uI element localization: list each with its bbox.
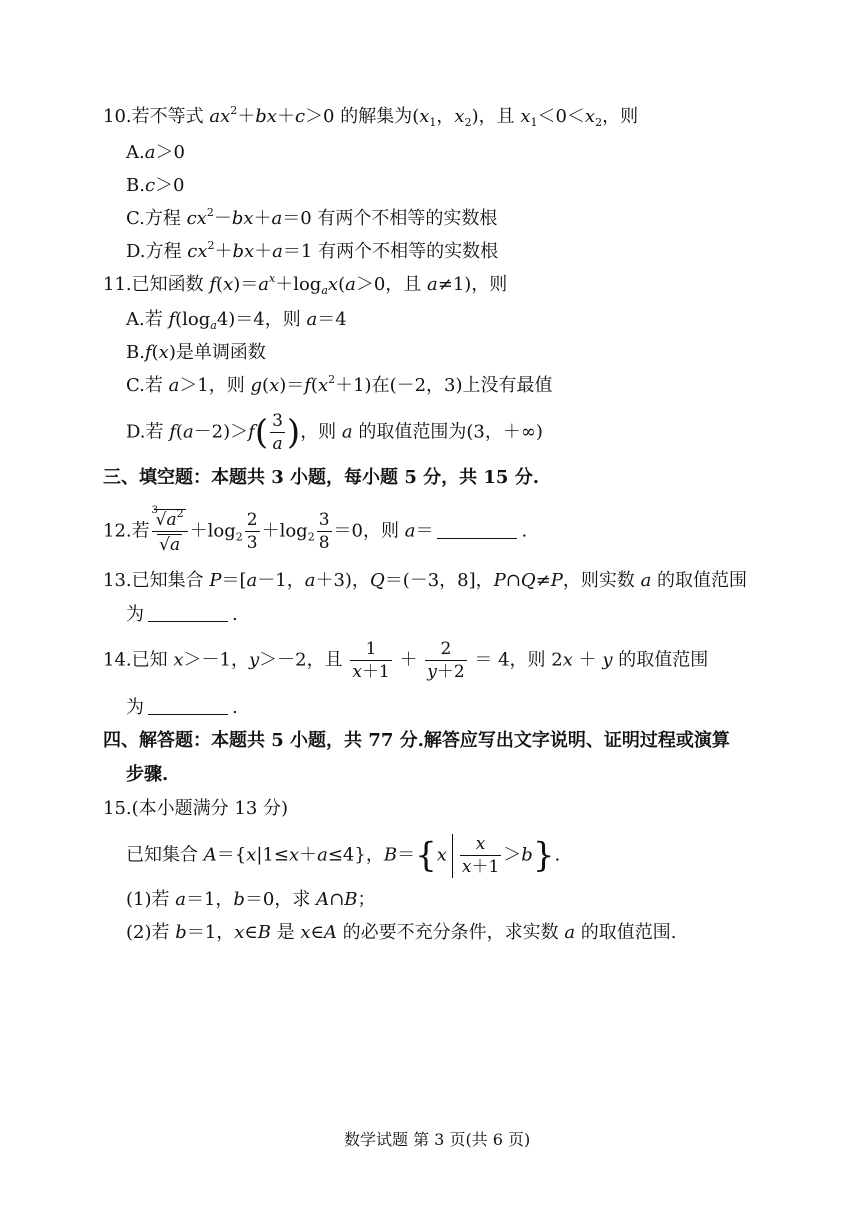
text-run: a: [258, 274, 269, 295]
text-run: )，且: [471, 106, 521, 127]
text-run: －1，: [257, 570, 305, 591]
text-run: 是: [270, 922, 301, 943]
text-run: A: [323, 922, 337, 943]
left-paren: (: [254, 412, 269, 453]
text-run: ＋: [253, 208, 272, 229]
text-run: )＝: [233, 274, 259, 295]
text-run: ∈: [244, 922, 258, 943]
question-12: 12.若 3 $√a^2$ √a $+\log_2$ $\frac{2}{3}$ $+\log_2$ $\frac{3}{8}$ ＝0，则 a＝ .: [103, 505, 528, 555]
text-run: ＝1 有两个不相等的实数根: [282, 241, 499, 262]
text-run: A.若: [126, 309, 169, 330]
text-run: x: [269, 375, 280, 396]
fraction-1-over-x-plus-1: $\frac{1}{x+1}$: [352, 639, 390, 682]
text-run: ＝0 有两个不相等的实数根: [282, 208, 498, 229]
text-run: A: [316, 889, 330, 910]
text-run: ＞－1，: [183, 649, 249, 671]
option-11-c: [126, 373, 553, 396]
text-run: a: [564, 922, 576, 943]
text-run: f: [168, 309, 176, 330]
question-15-part-1: [126, 891, 375, 909]
text-run: C.方程: [126, 208, 187, 229]
text-run: ＞－2，且: [259, 649, 349, 671]
text-run: ＋1)在(－2，3)上没有最值: [335, 375, 553, 396]
text-run: a: [246, 570, 258, 591]
fraction-3-over-a: $\frac{3}{a}$: [272, 411, 283, 454]
text-run: (: [216, 274, 224, 295]
text-run: 2: [207, 239, 215, 252]
fraction-3-over-8: $\frac{3}{8}$: [318, 510, 330, 553]
text-run: ＝1，: [185, 889, 234, 910]
text-run: (: [151, 342, 159, 363]
text-run: bx: [255, 106, 277, 127]
text-run: a: [182, 421, 194, 443]
text-run: a: [271, 208, 283, 229]
text-run: ，则: [602, 106, 639, 127]
text-run: ax: [209, 106, 231, 127]
text-run: x: [562, 649, 573, 671]
text-run: ，: [436, 106, 455, 127]
text-run: ∩: [505, 570, 521, 591]
text-run: a: [306, 309, 318, 330]
text-run: (: [262, 375, 270, 396]
text-run: 2: [464, 116, 472, 129]
text-run: －2)＞: [193, 421, 249, 443]
text-run: )是单调函数: [168, 342, 266, 363]
text-run: ＝(－3，8]，: [384, 570, 494, 591]
text-run: b: [175, 922, 187, 943]
text-run: ＋: [254, 241, 273, 262]
question-15-title: 15.(本小题满分 13 分): [103, 798, 289, 819]
text-run: ＞0，且: [355, 274, 428, 295]
section-3-heading: 三、填空题：本题共 3 小题，每小题 5 分，共 15 分.: [103, 467, 539, 488]
text-run: 2: [230, 104, 238, 117]
text-run: x: [327, 274, 339, 295]
text-run: (: [175, 421, 183, 443]
text-run: ，则实数: [562, 570, 641, 591]
question-14: 14.已知 x＞－1，y＞－2，且 $\frac{1}{x+1}$ ＋ $\frac{2}{y+2}$ ＝ 4，则 2x ＋ y 的取值范围: [103, 639, 709, 682]
text-run: ＝ 4，则 2: [468, 649, 563, 671]
text-run: ≤4}，: [327, 844, 384, 866]
text-run: C.若: [126, 375, 169, 396]
text-run: B: [257, 922, 271, 943]
text-run: 2: [328, 373, 336, 386]
text-run: )＝: [279, 375, 305, 396]
text-run: ＋: [572, 649, 603, 671]
text-run: Q: [369, 570, 385, 591]
text-run: ＋3)，: [315, 570, 370, 591]
answer-blank[interactable]: [148, 605, 228, 622]
text-run: B.: [126, 175, 145, 196]
text-run: a: [341, 421, 353, 443]
text-run: cx: [186, 208, 207, 229]
text-run: a: [321, 284, 328, 297]
text-run: 的取值范围为(3，＋∞): [352, 421, 543, 443]
option-11-d: [126, 410, 543, 455]
text-run: x: [269, 272, 276, 285]
text-run: ＝0，求: [244, 889, 317, 910]
radical-fraction: [152, 507, 188, 556]
question-15-part-2: [126, 924, 677, 942]
text-run: bx: [232, 241, 255, 262]
text-run: y: [248, 649, 260, 671]
text-run: 2: [206, 206, 214, 219]
section-4-heading-cont: 步骤.: [126, 764, 169, 785]
text-run: f: [304, 375, 311, 396]
text-run: a: [168, 375, 180, 396]
text-run: 的取值范围: [651, 570, 748, 591]
set-builder-bar: [452, 834, 453, 878]
text-run: Q: [520, 570, 536, 591]
text-run: cx: [187, 241, 208, 262]
text-run: b: [233, 889, 245, 910]
text-run: D.方程: [126, 241, 188, 262]
text-run: ＞0: [155, 142, 185, 163]
fraction-2-over-3: $\frac{2}{3}$: [246, 510, 258, 553]
text-run: x: [419, 106, 430, 127]
text-run: P: [550, 570, 563, 591]
fraction-x-over-x-plus-1: $\frac{x}{x+1}$: [461, 834, 500, 877]
text-run: 已知集合: [131, 570, 210, 591]
question-15-sets: 已知集合 A＝{x|1≤x＋a≤4}，B＝{x $\frac{x}{x+1}$ ＞b}.: [126, 834, 561, 877]
text-run: ＜0＜: [537, 106, 585, 127]
text-run: ＝4: [317, 309, 347, 330]
text-run: a: [345, 274, 356, 295]
question-number: 11.: [103, 274, 132, 295]
text-run: a: [304, 570, 316, 591]
text-run: (: [310, 375, 318, 396]
text-run: c: [294, 106, 306, 127]
text-run: (2)若: [126, 922, 176, 943]
text-run: ＞0: [155, 175, 185, 196]
question-10: [103, 104, 639, 129]
option-d-prefix: [126, 422, 255, 443]
question-14-line2: 为 .: [126, 697, 238, 718]
question-number: 10.: [103, 106, 132, 127]
question-stem: [132, 274, 508, 295]
text-run: 已知集合: [126, 844, 204, 866]
text-run: ∩: [329, 889, 345, 910]
text-run: 1: [530, 116, 538, 129]
text-run: 4)＝4，则: [216, 309, 307, 330]
question-11: [103, 272, 508, 297]
text-run: ＞0 的解集为(: [305, 106, 420, 127]
text-run: x: [173, 649, 184, 671]
text-run: ；: [357, 889, 376, 910]
text-run: (: [338, 274, 346, 295]
option-d-suffix: [300, 422, 543, 443]
text-run: f: [144, 342, 152, 363]
text-run: bx: [231, 208, 254, 229]
text-run: 已知函数: [131, 274, 210, 295]
text-run: ∈: [310, 922, 324, 943]
text-run: x: [317, 375, 329, 396]
text-run: B: [383, 844, 398, 866]
text-run: ＝{: [216, 844, 247, 866]
answer-blank[interactable]: [148, 698, 228, 715]
text-run: 的取值范围: [612, 649, 709, 671]
text-run: ＝: [397, 844, 416, 866]
text-run: 若不等式: [131, 106, 210, 127]
text-run: 2: [595, 116, 603, 129]
text-run: D.若: [126, 421, 170, 443]
option-10-c: [126, 206, 498, 229]
text-run: P: [493, 570, 506, 591]
text-run: 1: [429, 116, 437, 129]
text-run: ＋: [276, 106, 295, 127]
cube-root: 3 $√a^2$: [151, 505, 184, 530]
text-run: x: [300, 922, 311, 943]
text-run: a: [175, 889, 186, 910]
text-run: x: [584, 106, 596, 127]
answer-blank[interactable]: [437, 522, 517, 539]
text-run: g: [250, 375, 263, 396]
text-run: ＋: [299, 844, 318, 866]
question-stem: [132, 106, 638, 127]
page-footer: 数学试题 第 3 页(共 6 页): [344, 1130, 531, 1149]
text-run: ＋: [237, 106, 256, 127]
text-run: f: [209, 274, 217, 295]
text-run: a: [427, 274, 438, 295]
text-run: (log: [175, 309, 211, 330]
text-run: x: [520, 106, 531, 127]
text-run: ，则: [300, 421, 342, 443]
option-11-b: [126, 344, 266, 362]
text-run: ＝1，: [186, 922, 235, 943]
text-run: a: [272, 241, 283, 262]
option-11-a: [126, 309, 347, 332]
text-run: A.: [126, 142, 145, 163]
text-run: y: [602, 649, 613, 671]
text-run: A: [203, 844, 217, 866]
text-run: 已知: [131, 649, 174, 671]
text-run: f: [248, 421, 255, 443]
option-10-a: [126, 144, 185, 162]
text-run: a: [640, 570, 652, 591]
right-paren: ): [286, 412, 301, 453]
section-4-heading: 四、解答题：本题共 5 小题，共 77 分.解答应写出文字说明、证明过程或演算: [103, 730, 730, 751]
text-run: a: [317, 844, 328, 866]
text-run: |1≤: [256, 844, 289, 866]
text-run: (1)若: [126, 889, 176, 910]
question-13-line2: 为 .: [126, 604, 238, 625]
text-run: c: [144, 175, 156, 196]
text-run: ≠: [535, 570, 551, 591]
text-run: B: [344, 889, 358, 910]
text-run: ＝[: [221, 570, 247, 591]
text-run: x: [288, 844, 300, 866]
text-run: x: [223, 274, 234, 295]
text-run: 的必要不充分条件，求实数: [336, 922, 565, 943]
text-run: a: [144, 142, 156, 163]
text-run: P: [209, 570, 222, 591]
text-run: x: [234, 922, 245, 943]
text-run: a: [210, 319, 217, 332]
text-run: x: [454, 106, 465, 127]
text-run: ≠1)，则: [437, 274, 508, 295]
text-run: －: [213, 208, 232, 229]
option-10-b: [126, 177, 185, 195]
option-10-d: [126, 239, 499, 262]
square-root: √a: [159, 535, 181, 555]
fraction-2-over-y-plus-2: $\frac{2}{y+2}$: [427, 639, 465, 682]
text-run: ＋log: [275, 274, 322, 295]
text-run: x: [246, 844, 257, 866]
text-run: x: [158, 342, 169, 363]
question-13: 13.已知集合 P＝[a－1，a＋3)，Q＝(－3，8]，P∩Q≠P，则实数 a 的取值范围: [103, 570, 748, 591]
text-run: B.: [126, 342, 145, 363]
text-run: 的取值范围.: [575, 922, 677, 943]
text-run: f: [169, 421, 176, 443]
text-run: ＋: [214, 241, 233, 262]
text-run: ＞1，则: [179, 375, 251, 396]
